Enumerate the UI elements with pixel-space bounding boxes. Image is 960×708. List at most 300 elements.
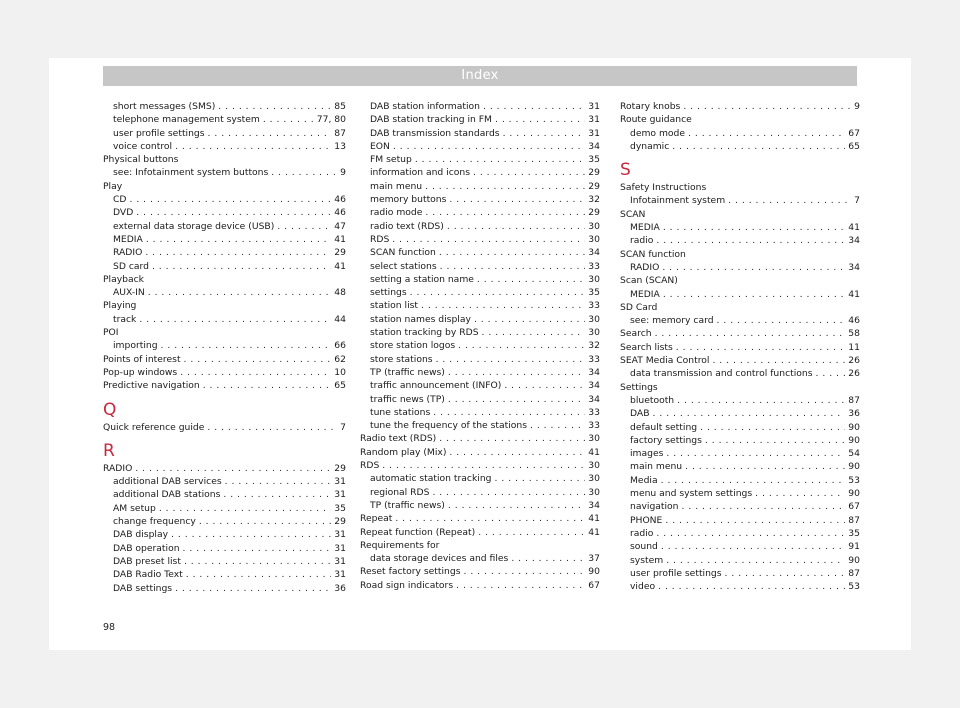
entry-label: menu and system settings [630, 488, 753, 500]
dot-leader [672, 140, 845, 153]
dot-leader [433, 406, 585, 419]
entry-label: select stations [370, 260, 437, 272]
entry-label: MEDIA [630, 222, 660, 234]
entry-page-number: 48 [334, 287, 346, 299]
index-entry[interactable] [103, 462, 346, 475]
dot-leader [208, 127, 332, 140]
index-subentry[interactable] [360, 366, 600, 379]
dot-leader [530, 419, 585, 432]
entry-label: Points of interest [103, 353, 181, 365]
entry-label: Search lists [620, 341, 673, 353]
dot-leader [436, 353, 586, 366]
entry-page-number: 29 [334, 247, 346, 259]
entry-label: SD card [113, 260, 149, 272]
entry-label: store station logos [370, 340, 456, 352]
entry-label: PHONE [630, 514, 663, 526]
entry-page-number: 34 [588, 140, 600, 152]
index-subentry[interactable] [620, 314, 860, 327]
dot-leader [223, 488, 331, 501]
index-entry[interactable] [103, 366, 346, 379]
dot-leader [183, 542, 332, 555]
index-subentry[interactable] [360, 153, 600, 166]
entry-label: Pop-up windows [103, 366, 178, 378]
entry-label: TP (traffic news) [370, 366, 445, 378]
index-section-letter: Q [103, 399, 117, 420]
entry-page-number: 35 [588, 154, 600, 166]
entry-page-number: 90 [848, 488, 860, 500]
index-subentry[interactable] [360, 193, 600, 206]
entry-page-number: 87 [848, 567, 860, 579]
index-section-letter: S [620, 160, 631, 181]
entry-label: telephone management system [113, 114, 260, 126]
index-heading: SCAN [620, 208, 646, 220]
index-heading: Physical buttons [103, 154, 179, 166]
entry-label: FM setup [370, 154, 412, 166]
dot-leader [663, 288, 845, 301]
index-entry[interactable] [360, 459, 600, 472]
index-subentry[interactable] [620, 514, 860, 527]
index-subentry[interactable] [103, 260, 346, 273]
index-subentry[interactable] [103, 193, 346, 206]
entry-page-number: 87 [334, 127, 346, 139]
dot-leader [439, 246, 585, 259]
entry-page-number: 35 [334, 502, 346, 514]
dot-leader [478, 526, 585, 539]
dot-leader [449, 193, 585, 206]
entry-page-number: 41 [848, 222, 860, 234]
index-entry[interactable] [103, 353, 346, 366]
entry-page-number: 30 [588, 273, 600, 285]
index-subentry[interactable] [360, 419, 600, 432]
dot-leader [662, 261, 845, 274]
dot-leader [661, 474, 846, 487]
dot-leader [175, 582, 331, 595]
index-subentry[interactable] [620, 234, 860, 247]
index-subentry[interactable] [620, 500, 860, 513]
index-heading: SCAN function [620, 248, 686, 260]
entry-label: see: memory card [630, 315, 714, 327]
index-subentry[interactable] [620, 421, 860, 434]
dot-leader [663, 221, 845, 234]
dot-leader [425, 180, 585, 193]
entry-label: DAB preset list [113, 555, 181, 567]
index-subentry[interactable] [360, 499, 600, 512]
index-subentry[interactable] [620, 434, 860, 447]
dot-leader [482, 326, 586, 339]
index-subentry[interactable] [620, 540, 860, 553]
index-heading: Playing [103, 300, 137, 312]
entry-page-number: 36 [848, 408, 860, 420]
index-subentry[interactable] [103, 555, 346, 568]
entry-label: DAB Radio Text [113, 569, 183, 581]
index-subentry[interactable] [360, 326, 600, 339]
index-entry[interactable] [103, 421, 346, 434]
dot-leader [658, 580, 845, 593]
index-column-1 [103, 100, 346, 595]
index-subentry[interactable] [360, 140, 600, 153]
index-subentry[interactable] [360, 100, 600, 113]
index-subentry[interactable] [620, 554, 860, 567]
entry-page-number: 41 [334, 233, 346, 245]
index-subentry[interactable] [360, 486, 600, 499]
index-subentry[interactable] [620, 460, 860, 473]
entry-page-number: 32 [588, 194, 600, 206]
entry-label: tune the frequency of the stations [370, 420, 527, 432]
index-subentry[interactable] [360, 406, 600, 419]
index-subentry[interactable] [103, 246, 346, 259]
index-subentry[interactable] [360, 166, 600, 179]
index-entry[interactable] [360, 579, 600, 592]
dot-leader [171, 528, 331, 541]
entry-page-number: 67 [848, 127, 860, 139]
index-subentry[interactable] [103, 206, 346, 219]
entry-label: images [630, 448, 664, 460]
entry-page-number: 33 [588, 406, 600, 418]
index-subentry[interactable] [103, 475, 346, 488]
dot-leader [473, 166, 585, 179]
entry-label: system [630, 554, 664, 566]
entry-page-number: 31 [334, 569, 346, 581]
index-subentry[interactable] [103, 100, 346, 113]
index-subentry[interactable] [620, 474, 860, 487]
entry-label: DAB operation [113, 542, 180, 554]
index-subentry[interactable] [103, 140, 346, 153]
entry-label: Rotary knobs [620, 101, 681, 112]
entry-page-number: 46 [334, 207, 346, 219]
entry-label: DAB settings [113, 582, 173, 594]
entry-label: tune stations [370, 406, 431, 418]
entry-page-number: 29 [334, 516, 346, 528]
entry-page-number: 33 [588, 260, 600, 272]
entry-page-number: 58 [848, 328, 860, 340]
index-subentry[interactable] [360, 379, 600, 392]
entry-label: information and icons [370, 167, 470, 179]
index-subentry[interactable] [620, 140, 860, 153]
index-subentry[interactable] [103, 488, 346, 501]
entry-label: radio [630, 527, 654, 539]
index-subentry[interactable] [360, 393, 600, 406]
entry-page-number: 30 [588, 460, 600, 472]
index-subentry[interactable] [360, 180, 600, 193]
index-subentry[interactable] [103, 582, 346, 595]
entry-page-number: 31 [334, 529, 346, 541]
dot-leader [152, 260, 331, 273]
entry-label: automatic station tracking [370, 473, 492, 485]
entry-label: DAB transmission standards [370, 127, 500, 139]
index-entry[interactable] [360, 565, 600, 578]
index-subentry[interactable] [620, 407, 860, 420]
index-entry[interactable] [360, 446, 600, 459]
entry-page-number: 36 [334, 582, 346, 594]
index-subentry[interactable] [103, 568, 346, 581]
entry-label: default setting [630, 421, 698, 433]
index-subentry[interactable] [103, 220, 346, 233]
entry-page-number: 37 [588, 553, 600, 565]
dot-leader [656, 527, 845, 540]
entry-page-number: 30 [588, 486, 600, 498]
dot-leader [705, 434, 845, 447]
dot-leader [225, 475, 332, 488]
index-entry[interactable] [620, 341, 860, 354]
entry-label: importing [113, 340, 158, 352]
entry-label: additional DAB stations [113, 489, 221, 501]
dot-leader [682, 500, 846, 513]
index-subentry[interactable] [620, 567, 860, 580]
dot-leader [382, 459, 585, 472]
entry-label: traffic news (TP) [370, 393, 445, 405]
entry-label: Repeat function (Repeat) [360, 526, 476, 538]
dot-leader [207, 421, 337, 434]
entry-label: setting a station name [370, 273, 474, 285]
entry-page-number: 34 [588, 366, 600, 378]
index-entry[interactable] [620, 354, 860, 367]
index-subentry[interactable] [360, 353, 600, 366]
index-subentry[interactable] [103, 233, 346, 246]
dot-leader [676, 341, 846, 354]
entry-page-number: 35 [588, 287, 600, 299]
entry-label: Predictive navigation [103, 380, 200, 392]
entry-page-number: 34 [588, 380, 600, 392]
entry-label: radio [630, 235, 654, 247]
entry-page-number: 7 [340, 421, 346, 433]
entry-page-number: 31 [588, 101, 600, 112]
entry-page-number: 11 [848, 341, 860, 353]
dot-leader [161, 339, 332, 352]
index-subentry[interactable] [103, 286, 346, 299]
index-subentry[interactable] [360, 206, 600, 219]
entry-page-number: 62 [334, 353, 346, 365]
index-heading: Scan (SCAN) [620, 275, 678, 287]
dot-leader [816, 367, 846, 380]
index-subentry[interactable] [103, 166, 346, 179]
entry-page-number: 29 [334, 462, 346, 474]
entry-page-number: 54 [848, 448, 860, 460]
dot-leader [139, 313, 331, 326]
index-heading: Settings [620, 381, 658, 393]
entry-page-number: 31 [334, 555, 346, 567]
entry-label: station list [370, 300, 419, 312]
index-subentry[interactable] [360, 113, 600, 126]
index-subentry[interactable] [103, 313, 346, 326]
index-subentry[interactable] [360, 472, 600, 485]
dot-leader [677, 394, 845, 407]
index-subentry[interactable] [103, 528, 346, 541]
index-subentry[interactable] [103, 542, 346, 555]
entry-label: Media [630, 474, 658, 486]
page-number: 98 [103, 622, 116, 633]
entry-label: dynamic [630, 140, 670, 152]
dot-leader [392, 233, 585, 246]
index-subentry[interactable] [103, 502, 346, 515]
index-subentry[interactable] [360, 260, 600, 273]
dot-leader [661, 540, 845, 553]
index-column-2 [360, 100, 600, 592]
index-subentry[interactable] [360, 299, 600, 312]
index-subentry[interactable] [103, 515, 346, 528]
dot-leader [755, 487, 845, 500]
index-entry[interactable] [360, 432, 600, 445]
entry-label: external data storage device (USB) [113, 220, 275, 232]
entry-label: voice control [113, 140, 173, 152]
index-subentry[interactable] [620, 580, 860, 593]
entry-label: station names display [370, 313, 471, 325]
entry-label: Search [620, 328, 652, 340]
entry-label: Repeat [360, 513, 393, 525]
entry-page-number: 30 [588, 313, 600, 325]
index-entry[interactable] [620, 100, 860, 113]
entry-page-number: 90 [848, 461, 860, 473]
dot-leader [511, 552, 585, 565]
dot-leader [218, 100, 331, 113]
dot-leader [184, 555, 331, 568]
index-subentry[interactable] [620, 194, 860, 207]
dot-leader [203, 379, 332, 392]
index-subentry[interactable] [103, 339, 346, 352]
index-subentry[interactable] [620, 394, 860, 407]
dot-leader [447, 220, 585, 233]
entry-page-number: 67 [588, 579, 600, 591]
dot-leader [728, 194, 851, 207]
index-subentry[interactable] [620, 527, 860, 540]
entry-label: regional RDS [370, 486, 430, 498]
entry-label: Reset factory settings [360, 566, 461, 578]
dot-leader [448, 366, 585, 379]
entry-page-number: 67 [848, 501, 860, 513]
entry-page-number: 29 [588, 180, 600, 192]
index-subentry[interactable] [360, 233, 600, 246]
dot-leader [415, 153, 585, 166]
index-section-letter: R [103, 440, 115, 461]
entry-label: AM setup [113, 502, 156, 514]
entry-page-number: 34 [588, 247, 600, 259]
dot-leader [495, 113, 585, 126]
index-subentry[interactable] [620, 487, 860, 500]
dot-leader [666, 554, 845, 567]
entry-page-number: 65 [848, 140, 860, 152]
entry-label: RADIO [103, 462, 133, 474]
entry-label: short messages (SMS) [113, 101, 216, 112]
entry-page-number: 30 [588, 473, 600, 485]
entry-label: see: Infotainment system buttons [113, 167, 269, 179]
dot-leader [263, 113, 314, 126]
entry-page-number: 30 [588, 220, 600, 232]
entry-page-number: 31 [334, 476, 346, 488]
index-heading: Route guidance [620, 114, 692, 126]
entry-label: RDS [370, 233, 390, 245]
dot-leader [712, 354, 845, 367]
entry-label: MEDIA [113, 233, 143, 245]
index-subentry[interactable] [360, 127, 600, 140]
entry-page-number: 26 [848, 368, 860, 380]
entry-label: Infotainment system [630, 195, 726, 207]
entry-page-number: 47 [334, 220, 346, 232]
entry-page-number: 34 [848, 261, 860, 273]
index-heading: Play [103, 180, 123, 192]
dot-leader [474, 313, 585, 326]
index-subentry[interactable] [620, 447, 860, 460]
entry-label: additional DAB services [113, 476, 222, 488]
dot-leader [456, 579, 585, 592]
entry-page-number: 85 [334, 101, 346, 112]
dot-leader [458, 339, 585, 352]
entry-label: RADIO [630, 261, 660, 273]
entry-label: RDS [360, 460, 380, 472]
entry-page-number: 31 [588, 114, 600, 126]
entry-page-number: 66 [334, 340, 346, 352]
entry-label: Road sign indicators [360, 579, 454, 591]
entry-page-number: 77, 80 [316, 114, 346, 126]
entry-label: TP (traffic news) [370, 499, 445, 511]
index-subentry[interactable] [620, 367, 860, 380]
dot-leader [277, 220, 331, 233]
dot-leader [448, 499, 585, 512]
index-subentry[interactable] [360, 339, 600, 352]
entry-label: MEDIA [630, 288, 660, 300]
entry-page-number: 90 [848, 554, 860, 566]
dot-leader [271, 166, 337, 179]
entry-label: DAB [630, 408, 650, 420]
entry-page-number: 10 [334, 366, 346, 378]
index-subentry[interactable] [360, 313, 600, 326]
index-heading: Safety Instructions [620, 182, 707, 194]
dot-leader [180, 366, 331, 379]
index-subentry[interactable] [360, 220, 600, 233]
dot-leader [683, 100, 851, 113]
dot-leader [449, 446, 585, 459]
index-subentry[interactable] [620, 261, 860, 274]
entry-label: sound [630, 541, 658, 553]
entry-page-number: 13 [334, 140, 346, 152]
dot-leader [186, 568, 332, 581]
entry-page-number: 87 [848, 394, 860, 406]
entry-label: demo mode [630, 127, 686, 139]
entry-label: settings [370, 287, 407, 299]
entry-page-number: 32 [588, 340, 600, 352]
entry-page-number: 31 [334, 542, 346, 554]
index-subentry[interactable] [360, 246, 600, 259]
entry-page-number: 34 [588, 499, 600, 511]
entry-label: Quick reference guide [103, 421, 205, 433]
index-subentry[interactable] [620, 288, 860, 301]
index-entry[interactable] [103, 379, 346, 392]
entry-page-number: 41 [588, 526, 600, 538]
dot-leader [440, 260, 586, 273]
page-header: Index [103, 66, 857, 86]
index-subentry[interactable] [620, 221, 860, 234]
entry-page-number: 34 [588, 393, 600, 405]
index-subentry[interactable] [360, 286, 600, 299]
index-heading: POI [103, 327, 119, 339]
entry-page-number: 7 [854, 195, 860, 207]
entry-page-number: 90 [848, 434, 860, 446]
index-subentry[interactable] [360, 273, 600, 286]
index-entry[interactable] [360, 526, 600, 539]
index-subentry[interactable] [360, 552, 600, 565]
entry-page-number: 90 [848, 421, 860, 433]
entry-label: data storage devices and files [370, 553, 509, 565]
entry-page-number: 87 [848, 514, 860, 526]
dot-leader [184, 353, 332, 366]
index-subentry[interactable] [103, 113, 346, 126]
index-entry[interactable] [620, 327, 860, 340]
dot-leader [421, 299, 585, 312]
index-entry[interactable] [360, 512, 600, 525]
index-subentry[interactable] [103, 127, 346, 140]
entry-page-number: 46 [334, 194, 346, 206]
dot-leader [483, 100, 585, 113]
entry-page-number: 33 [588, 300, 600, 312]
index-subentry[interactable] [620, 127, 860, 140]
